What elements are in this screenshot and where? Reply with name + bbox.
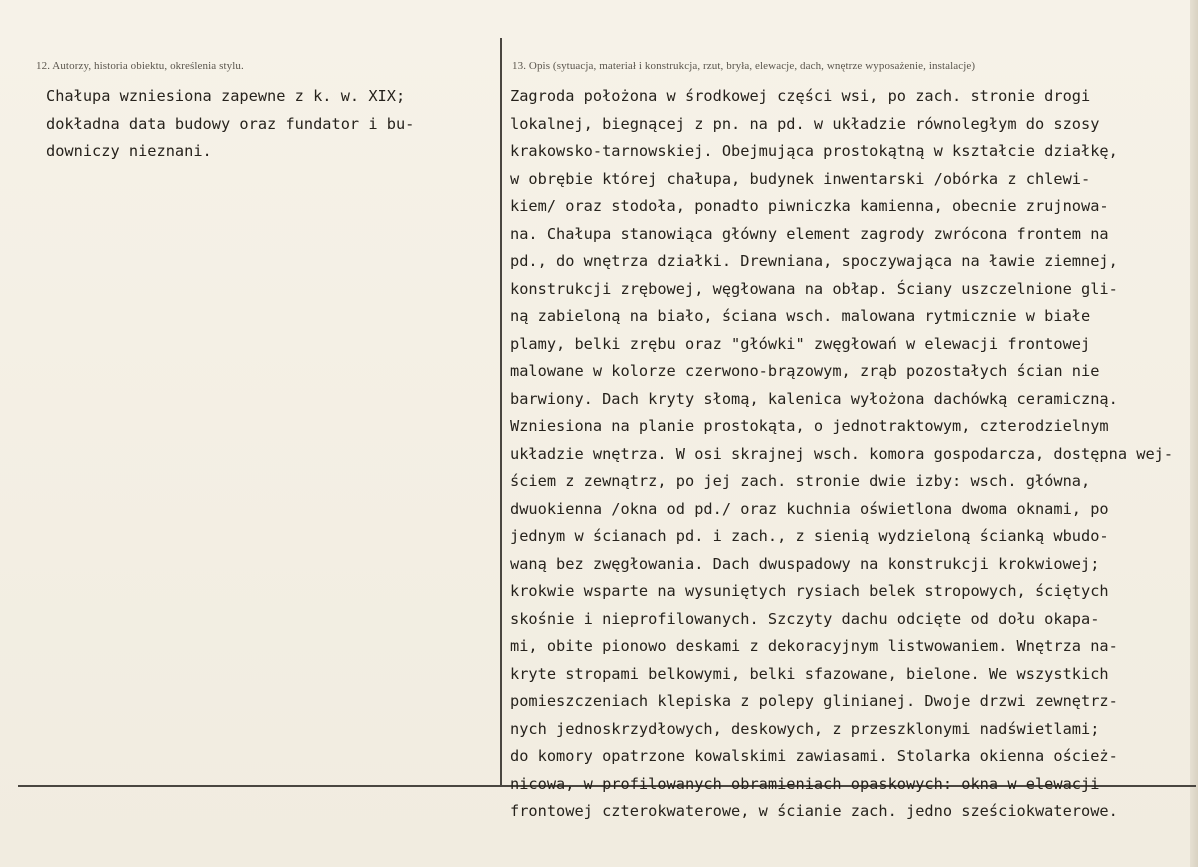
section-13-caption: 13. Opis (sytuacja, materiał i konstrukcja, rzut, bryła, elewacje, dach, wnętrze wyposażenie, instalacje): [512, 60, 976, 72]
text-line: nicowa, w profilowanych obramieniach opaskowych: okna w elewacji: [510, 774, 1100, 793]
section-13-text: [510, 83, 1194, 826]
text-line: krokwie wsparte na wysuniętych rysiach belek stropowych, ściętych: [510, 582, 1109, 600]
text-line: mi, obite pionowo deskami z dekoracyjnym listwowaniem. Wnętrza na-: [510, 637, 1118, 655]
text-line: skośnie i nieprofilowanych. Szczyty dachu odcięte od dołu okapa-: [510, 609, 1100, 628]
text-line: frontowej czterokwaterowe, w ścianie zach. jedno sześciokwaterowe.: [510, 802, 1118, 820]
text-line: waną bez zwęgłowania. Dach dwuspadowy na konstrukcji krokwiowej;: [510, 554, 1100, 573]
text-line: dwuokienna /okna od pd./ oraz kuchnia oświetlona dwoma oknami, po: [510, 499, 1109, 518]
text-line: Chałupa wzniesiona zapewne z k. w. XIX;: [46, 87, 406, 105]
text-line: na. Chałupa stanowiąca główny element zagrody zwrócona frontem na: [510, 224, 1109, 243]
text-line: jednym w ścianach pd. i zach., z sienią wydzieloną ścianką wbudo-: [510, 527, 1109, 545]
text-line: ną zabieloną na biało, ściana wsch. malowana rytmicznie w białe: [510, 307, 1091, 325]
text-line: do komory opatrzone kowalskimi zawiasami. Stolarka okienna oścież-: [510, 747, 1118, 765]
text-line: układzie wnętrza. W osi skrajnej wsch. komora gospodarcza, dostępna wej-: [510, 444, 1174, 463]
text-line: pd., do wnętrza działki. Drewniana, spoczywająca na ławie ziemnej,: [510, 252, 1118, 270]
text-line: Wzniesiona na planie prostokąta, o jednotraktowym, czterodzielnym: [510, 417, 1109, 435]
text-line: lokalnej, biegnącej z pn. na pd. w układzie równoległym do szosy: [510, 114, 1100, 133]
text-line: downiczy nieznani.: [46, 142, 212, 160]
section-12-caption: 12. Autorzy, historia obiektu, określenia stylu.: [36, 60, 244, 72]
text-line: kiem/ oraz stodoła, ponadto piwniczka kamienna, obecnie zrujnowa-: [510, 197, 1109, 215]
text-line: malowane w kolorze czerwono-brązowym, zrąb pozostałych ścian nie: [510, 362, 1100, 380]
text-line: plamy, belki zrębu oraz "główki" zwęgłowań w elewacji frontowej: [510, 334, 1091, 353]
text-line: ściem z zewnątrz, po jej zach. stronie dwie izby: wsch. główna,: [510, 472, 1091, 490]
text-line: krakowsko-tarnowskiej. Obejmująca prostokątną w kształcie działkę,: [510, 142, 1118, 160]
text-line: kryte stropami belkowymi, belki sfazowane, bielone. We wszystkich: [510, 664, 1109, 683]
text-line: nych jednoskrzydłowych, deskowych, z przeszklonymi nadświetlami;: [510, 719, 1100, 738]
text-line: dokładna data budowy oraz fundator i bu-: [46, 114, 415, 133]
text-line: Zagroda położona w środkowej części wsi, po zach. stronie drogi: [510, 87, 1091, 105]
text-line: w obrębie której chałupa, budynek inwentarski /obórka z chlewi-: [510, 169, 1091, 188]
column-divider: [500, 38, 502, 786]
text-line: konstrukcji zrębowej, węgłowana na obłap. Ściany uszczelnione gli-: [510, 279, 1118, 298]
text-line: barwiony. Dach kryty słomą, kalenica wyłożona dachówką ceramiczną.: [510, 389, 1118, 408]
text-line: pomieszczeniach klepiska z polepy glinianej. Dwoje drzwi zewnętrz-: [510, 692, 1118, 710]
section-12-text: [46, 83, 466, 166]
